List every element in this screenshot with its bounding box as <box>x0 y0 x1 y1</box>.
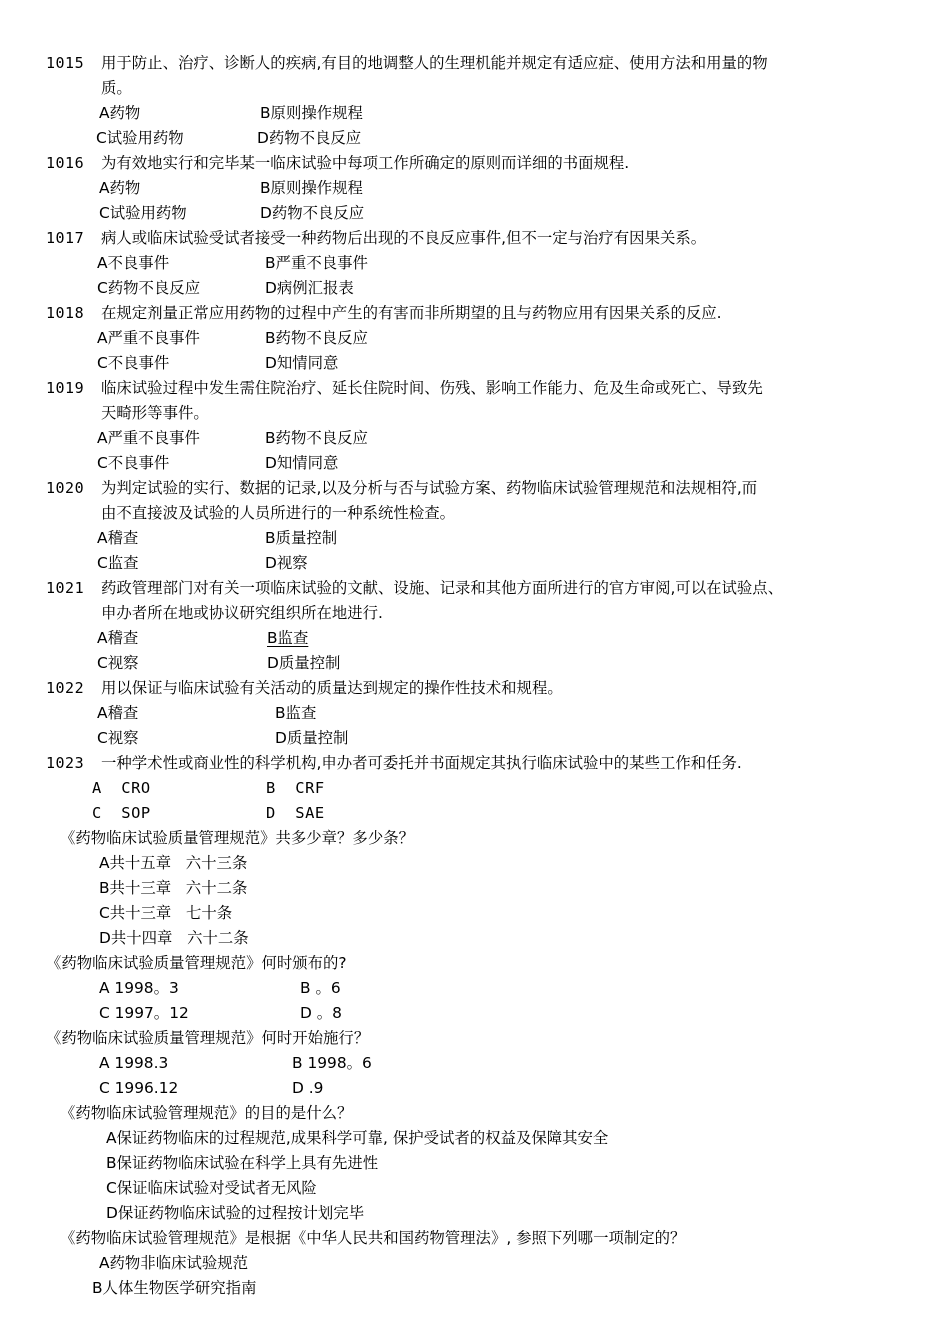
option-b: B CRF <box>266 779 325 797</box>
option-a: A严重不良事件 <box>97 429 200 447</box>
option-d: D药物不良反应 <box>260 204 365 222</box>
question-text: 《药物临床试验质量管理规范》何时开始施行？ <box>46 1029 370 1047</box>
option-d: D药物不良反应 <box>257 129 362 147</box>
option-b: B质量控制 <box>265 529 338 547</box>
option-b: B严重不良事件 <box>265 254 368 272</box>
option-c: C 1997。12 <box>99 1004 189 1022</box>
option-a: A稽查 <box>97 704 139 722</box>
question-number: 1015 <box>46 54 85 72</box>
option-b: B药物不良反应 <box>265 329 368 347</box>
option-b: B人体生物医学研究指南 <box>92 1279 257 1297</box>
question-text: 《药物临床试验质量管理规范》何时颁布的? <box>46 954 347 972</box>
question-text: 病人或临床试验受试者接受一种药物后出现的不良反应事件,但不一定与治疗有因果关系。 <box>101 229 707 247</box>
option-a: A严重不良事件 <box>97 329 200 347</box>
option-a: A药物 <box>99 179 141 197</box>
option-c: C保证临床试验对受试者无风险 <box>106 1179 317 1197</box>
question-number: 1023 <box>46 754 85 772</box>
question-text: 为有效地实行和完毕某一临床试验中每项工作所确定的原则而详细的书面规程. <box>101 154 630 172</box>
option-c: C不良事件 <box>97 454 170 472</box>
question-text: 《药物临床试验质量管理规范》共多少章？多少条？ <box>60 829 414 847</box>
option-d: D共十四章 六十二条 <box>99 929 249 947</box>
option-a: A 1998.3 <box>99 1054 169 1072</box>
question-text-continued: 质。 <box>101 79 132 97</box>
option-a: A稽查 <box>97 529 139 547</box>
option-b: B 。6 <box>300 979 341 997</box>
question-number: 1020 <box>46 479 85 497</box>
option-c: C SOP <box>92 804 151 822</box>
question-number: 1021 <box>46 579 85 597</box>
option-a: A不良事件 <box>97 254 170 272</box>
option-a: A 1998。3 <box>99 979 179 997</box>
question-text-continued: 申办者所在地或协议研究组织所在地进行. <box>101 604 383 622</box>
question-text-continued: 由不直接波及试验的人员所进行的一种系统性检查。 <box>101 504 455 522</box>
option-c: C药物不良反应 <box>97 279 201 297</box>
question-number: 1016 <box>46 154 85 172</box>
option-d: D质量控制 <box>275 729 349 747</box>
option-a: A稽查 <box>97 629 139 647</box>
question-text: 为判定试验的实行、数据的记录,以及分析与否与试验方案、药物临床试验管理规范和法规相符,而 <box>101 479 758 497</box>
question-text: 《药物临床试验管理规范》的目的是什么？ <box>60 1104 353 1122</box>
option-d: D病例汇报表 <box>265 279 354 297</box>
question-text: 《药物临床试验管理规范》是根据《中华人民共和国药物管理法》, 参照下列哪一项制定的？ <box>60 1229 686 1247</box>
question-text: 用于防止、治疗、诊断人的疾病,有目的地调整人的生理机能并规定有适应症、使用方法和用量的物 <box>101 54 768 72</box>
option-b: B原则操作规程 <box>260 179 363 197</box>
option-c: C 1996.12 <box>99 1079 179 1097</box>
question-text: 一种学术性或商业性的科学机构,申办者可委托并书面规定其执行临床试验中的某些工作和任务. <box>101 754 742 772</box>
question-number: 1018 <box>46 304 85 322</box>
option-c: C试验用药物 <box>99 204 187 222</box>
option-d: D知情同意 <box>265 454 339 472</box>
question-text: 用以保证与临床试验有关活动的质量达到规定的操作性技术和规程。 <box>101 679 563 697</box>
option-c: C试验用药物 <box>96 129 184 147</box>
option-b: B 1998。6 <box>292 1054 372 1072</box>
option-d: D .9 <box>292 1079 324 1097</box>
option-a: A药物非临床试验规范 <box>99 1254 249 1272</box>
option-d: D视察 <box>265 554 308 572</box>
question-text: 临床试验过程中发生需住院治疗、延长住院时间、伤残、影响工作能力、危及生命或死亡、导致先 <box>101 379 763 397</box>
option-d: D保证药物临床试验的过程按计划完毕 <box>106 1204 365 1222</box>
question-number: 1019 <box>46 379 85 397</box>
option-b-underlined: B监查 <box>267 629 309 647</box>
option-c: C不良事件 <box>97 354 170 372</box>
option-a: A药物 <box>99 104 141 122</box>
question-number: 1022 <box>46 679 85 697</box>
option-b: B保证药物临床试验在科学上具有先进性 <box>106 1154 379 1172</box>
question-text-continued: 天畸形等事件。 <box>101 404 209 422</box>
option-b <box>267 628 308 648</box>
question-text: 药政管理部门对有关一项临床试验的文献、设施、记录和其他方面所进行的官方审阅,可以在试验点、 <box>101 579 784 597</box>
option-d: D 。8 <box>300 1004 342 1022</box>
option-d: D质量控制 <box>267 654 341 672</box>
option-b: B原则操作规程 <box>260 104 363 122</box>
option-a: A CRO <box>92 779 151 797</box>
option-b: B共十三章 六十二条 <box>99 879 248 897</box>
option-b: B药物不良反应 <box>265 429 368 447</box>
option-c: C监查 <box>97 554 139 572</box>
option-d: D知情同意 <box>265 354 339 372</box>
question-text: 在规定剂量正常应用药物的过程中产生的有害而非所期望的且与药物应用有因果关系的反应. <box>101 304 722 322</box>
option-b: B监查 <box>275 704 317 722</box>
option-c: C视察 <box>97 654 139 672</box>
option-c: C共十三章 七十条 <box>99 904 233 922</box>
option-d: D SAE <box>266 804 325 822</box>
option-a: A共十五章 六十三条 <box>99 854 248 872</box>
question-number: 1017 <box>46 229 85 247</box>
option-c: C视察 <box>97 729 139 747</box>
option-a: A保证药物临床的过程规范,成果科学可靠, 保护受试者的权益及保障其安全 <box>106 1129 609 1147</box>
